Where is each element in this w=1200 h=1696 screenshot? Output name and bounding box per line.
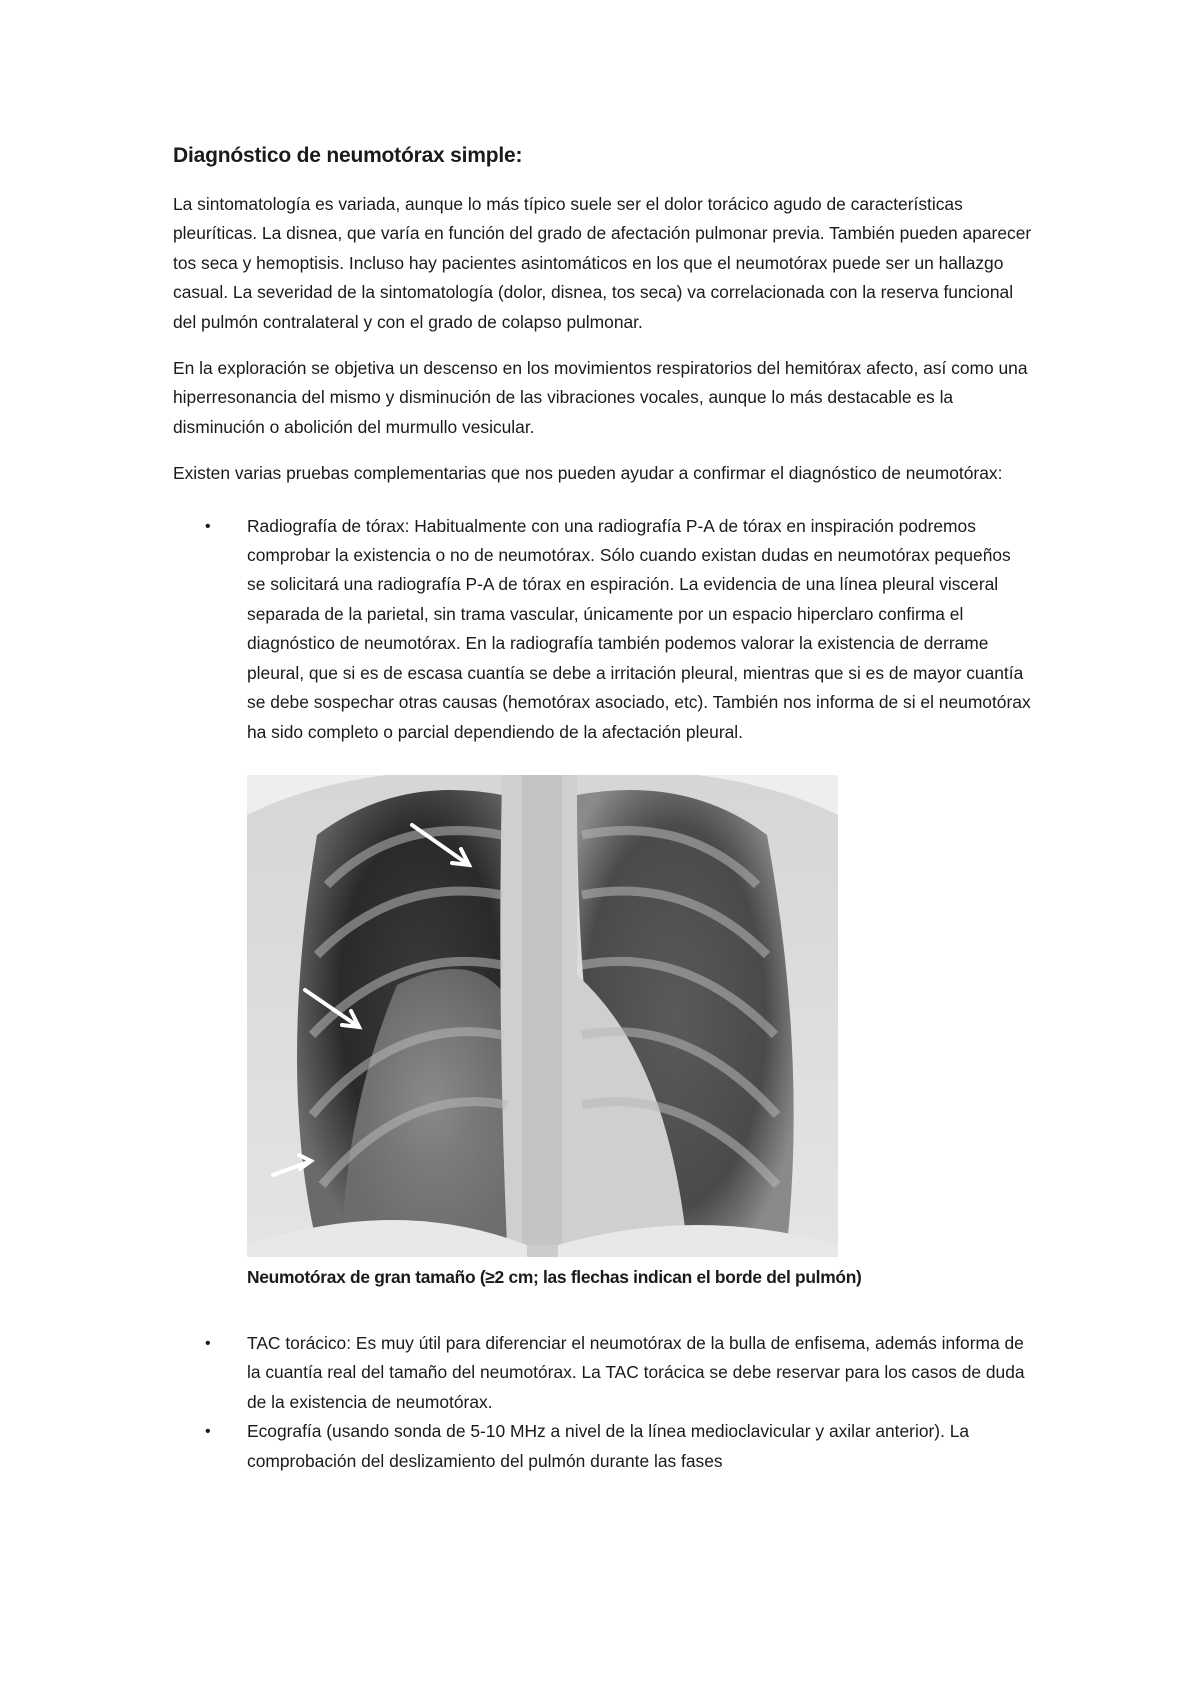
tests-list-1 xyxy=(173,512,1033,747)
xray-figure xyxy=(247,775,862,1292)
chest-xray-image xyxy=(247,775,838,1257)
paragraph-tests-intro: Existen varias pruebas complementarias que nos pueden ayudar a confirmar el diagnóstico de neumotórax: xyxy=(173,463,1003,484)
paragraph-symptoms: La sintomatología es variada, aunque lo más típico suele ser el dolor torácico agudo de características pleuríticas. La disnea, que varía en función del grado de afectación pulmonar previa. También pueden aparecer tos seca y hemoptisis. Incluso hay pacientes asintomáticos en los que el neumotórax puede ser un hallazgo casual. La severidad de la sintomatología (dolor, disnea, tos seca) va correlacionada con la reserva funcional del pulmón contralateral y con el grado de colapso pulmonar. xyxy=(173,194,1032,332)
bullet-icon: • xyxy=(205,1423,211,1441)
list-item-ecografia xyxy=(173,1417,1033,1476)
bullet-icon: • xyxy=(205,1334,211,1352)
figure-caption: Neumotórax de gran tamaño (≥2 cm; las flechas indican el borde del pulmón) xyxy=(247,1266,862,1287)
list-item-tac xyxy=(173,1329,1033,1417)
list-item-text: Radiografía de tórax: Habitualmente con una radiografía P-A de tórax en inspiración podremos comprobar la existencia o no de neumotórax. Sólo cuando existan dudas en neumotórax pequeños se solicitará una radiografía P-A de tórax en espiración. La evidencia de una línea pleural visceral separada de la parietal, sin trama vascular, únicamente por un espacio hiperclaro confirma el diagnóstico de neumotórax. En la radiografía también podemos valorar la existencia de derrame pleural, que si es de escasa cuantía se debe a irritación pleural, mientras que si es de mayor cuantía se debe sospechar otras causas (hemotórax asociado, etc). También nos informa de si el neumotórax ha sido completo o parcial dependiendo de la afectación pleural. xyxy=(247,515,1031,742)
paragraph-exploration: En la exploración se objetiva un descenso en los movimientos respiratorios del hemitórax afecto, así como una hiperresonancia del mismo y disminución de las vibraciones vocales, aunque lo más destacable es la disminución o abolición del murmullo vesicular. xyxy=(173,358,1028,437)
list-item-radiografia xyxy=(173,512,1033,747)
list-item-text: TAC torácico: Es muy útil para diferenciar el neumotórax de la bulla de enfisema, además informa de la cuantía real del tamaño del neumotórax. La TAC torácica se debe reservar para los casos de duda de la existencia de neumotórax. xyxy=(247,1332,1025,1412)
tests-list-2 xyxy=(173,1329,1033,1476)
list-item-text: Ecografía (usando sonda de 5-10 MHz a nivel de la línea medioclavicular y axilar anterior). La comprobación del deslizamiento del pulmón durante las fases xyxy=(247,1421,970,1471)
bullet-icon: • xyxy=(205,517,211,535)
section-title: Diagnóstico de neumotórax simple: xyxy=(173,144,523,167)
document-content xyxy=(173,144,1033,1476)
